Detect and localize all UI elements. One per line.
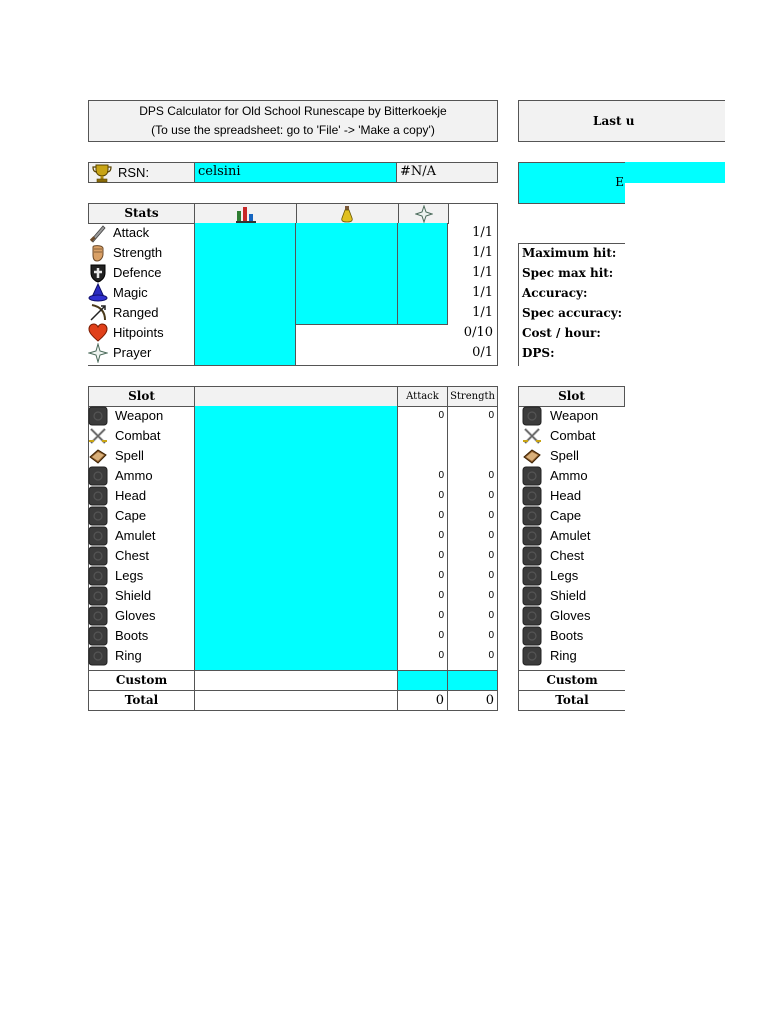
stat-value-attack: 1/1 (472, 225, 493, 240)
custom-strength-input[interactable] (447, 670, 498, 691)
boots-slot-icon (88, 626, 108, 646)
slot-row-combat (88, 426, 195, 446)
slot-attack-value: 0 (438, 630, 444, 641)
ring-slot-icon (522, 646, 542, 666)
last-updated-label: Last u (518, 100, 725, 142)
slot-label-2: Boots (550, 628, 584, 643)
rsn-label-cell (89, 163, 195, 182)
custom-label: Custom (88, 670, 195, 691)
levels-input-column[interactable] (194, 223, 296, 366)
slot-row-2-ammo (522, 466, 625, 486)
ammo-slot-icon (88, 466, 108, 486)
slot-row-boots (88, 626, 195, 646)
right-cyan-cell[interactable] (518, 162, 625, 204)
slot-attack-value: 0 (438, 610, 444, 621)
slot-label: Head (115, 488, 147, 503)
title-line-1: DPS Calculator for Old School Runescape by Bitterkoekje (139, 104, 447, 118)
potion-icon (339, 205, 355, 223)
slot-label: Cape (115, 508, 147, 523)
ring-slot-icon (88, 646, 108, 666)
slot-label-2: Ring (550, 648, 577, 663)
stat-label: Attack (113, 225, 150, 240)
slot-row-gloves (88, 606, 195, 626)
strength-icon (88, 243, 108, 263)
spec-max-hit-label: Spec max hit: (522, 266, 614, 280)
slot-header-2: Slot (518, 386, 625, 407)
stat-row-prayer (88, 343, 194, 363)
slot-strength-value: 0 (488, 530, 494, 541)
weapon-slot-icon (88, 406, 108, 426)
slot-strength-value: 0 (488, 410, 494, 421)
slot-attack-value: 0 (438, 570, 444, 581)
slot-label: Spell (115, 448, 144, 463)
slot-label-2: Spell (550, 448, 579, 463)
slot-strength-value: 0 (488, 570, 494, 581)
slot-label-2: Legs (550, 568, 579, 583)
slot-row-2-cape (522, 506, 625, 526)
slot-strength-value: 0 (488, 590, 494, 601)
left-border-2 (518, 406, 519, 711)
attack-icon (88, 223, 108, 243)
total-strength: 0 (447, 690, 498, 711)
trophy-icon (91, 163, 113, 183)
stat-value-hitpoints: 0/10 (463, 325, 493, 340)
attack-header: Attack (397, 386, 448, 407)
slot-row-2-weapon (522, 406, 625, 426)
slot-strength-value: 0 (488, 610, 494, 621)
total-label-2: Total (518, 690, 625, 711)
total-label: Total (88, 690, 195, 711)
stat-label: Strength (113, 245, 163, 260)
stats-table (88, 203, 498, 366)
slot-attack-value: 0 (438, 470, 444, 481)
slot-row-2-ring (522, 646, 625, 666)
slot-strength-value: 0 (488, 510, 494, 521)
slot-attack-value: 0 (438, 410, 444, 421)
stat-label: Magic (113, 285, 148, 300)
stat-label: Prayer (113, 345, 152, 360)
head-slot-icon (522, 486, 542, 506)
slot-row-2-spell (522, 446, 625, 466)
slot-label-2: Shield (550, 588, 587, 603)
slot-row-shield (88, 586, 195, 606)
slot-label: Ammo (115, 468, 153, 483)
stat-row-attack (88, 223, 194, 243)
slot-attack-value: 0 (438, 510, 444, 521)
slot-attack-value: 0 (438, 530, 444, 541)
slot-label: Legs (115, 568, 144, 583)
slot-label: Amulet (115, 528, 156, 543)
stats-col-prayer (398, 203, 449, 224)
cape-slot-icon (522, 506, 542, 526)
custom-item-cell (194, 670, 398, 691)
stat-row-ranged (88, 303, 194, 323)
legs-slot-icon (88, 566, 108, 586)
slot-label-2: Ammo (550, 468, 588, 483)
stat-label: Ranged (113, 305, 159, 320)
slot-row-legs (88, 566, 195, 586)
spell-icon (522, 446, 542, 466)
legs-slot-icon (522, 566, 542, 586)
stat-row-magic (88, 283, 194, 303)
slot-strength-value: 0 (488, 550, 494, 561)
slot-row-2-gloves (522, 606, 625, 626)
head-slot-icon (88, 486, 108, 506)
stats-col-levels (194, 203, 297, 224)
slot-header: Slot (88, 386, 195, 407)
spell-icon (88, 446, 108, 466)
weapon-slot-icon (522, 406, 542, 426)
title-line-2: (To use the spreadsheet: go to 'File' -> 'Make a copy') (151, 123, 435, 137)
slot-row-head (88, 486, 195, 506)
slot-label-2: Amulet (550, 528, 591, 543)
chest-slot-icon (88, 546, 108, 566)
right-cyan-text: E (615, 175, 624, 189)
slot-strength-value: 0 (488, 650, 494, 661)
max-hit-label: Maximum hit: (522, 246, 617, 260)
stat-row-defence (88, 263, 194, 283)
slot-label: Shield (115, 588, 152, 603)
slot-label-2: Weapon (550, 408, 599, 423)
dps-label: DPS: (522, 346, 555, 360)
ranged-icon (88, 303, 108, 323)
gloves-slot-icon (88, 606, 108, 626)
slot-label: Combat (115, 428, 161, 443)
stat-row-strength (88, 243, 194, 263)
prayer-input-column[interactable] (398, 223, 448, 325)
custom-attack-input[interactable] (397, 670, 448, 691)
slot-row-2-amulet (522, 526, 625, 546)
stat-row-hitpoints (88, 323, 194, 343)
combat-icon (88, 426, 108, 446)
slot-row-amulet (88, 526, 195, 546)
slot-attack-value: 0 (438, 650, 444, 661)
stats-bottom-line (88, 365, 498, 366)
slot-attack-value: 0 (438, 550, 444, 561)
equipment-table-2 (518, 386, 625, 711)
cape-slot-icon (88, 506, 108, 526)
hitpoints-icon (88, 323, 108, 343)
stat-value-ranged: 1/1 (472, 305, 493, 320)
slot-label-2: Chest (550, 548, 584, 563)
gloves-slot-icon (522, 606, 542, 626)
combat-icon (522, 426, 542, 446)
stat-label: Hitpoints (113, 325, 164, 340)
right-cyan-cell-overflow (625, 162, 725, 183)
shield-slot-icon (522, 586, 542, 606)
stats-col-potions (296, 203, 399, 224)
slot-row-2-chest (522, 546, 625, 566)
slot-label: Ring (115, 648, 142, 663)
equipment-item-inputs[interactable] (194, 406, 398, 671)
total-attack: 0 (397, 690, 448, 711)
rsn-label: RSN: (118, 165, 150, 180)
chest-slot-icon (522, 546, 542, 566)
slot-row-spell (88, 446, 195, 466)
slot-row-ring (88, 646, 195, 666)
slot-strength-value: 0 (488, 470, 494, 481)
slot-label: Gloves (115, 608, 156, 623)
slot-label-2: Head (550, 488, 582, 503)
prayer-icon (88, 343, 108, 363)
slot-row-cape (88, 506, 195, 526)
slot-strength-value: 0 (488, 630, 494, 641)
slot-label-2: Combat (550, 428, 596, 443)
slot-row-weapon (88, 406, 195, 426)
potions-input-column[interactable] (296, 223, 398, 325)
slot-attack-value: 0 (438, 490, 444, 501)
ammo-slot-icon (522, 466, 542, 486)
stats-header-empty (448, 203, 498, 224)
prayer-icon (415, 205, 433, 223)
slot-row-2-boots (522, 626, 625, 646)
amulet-slot-icon (88, 526, 108, 546)
equipment-table (88, 386, 498, 711)
spec-accuracy-label: Spec accuracy: (522, 306, 623, 320)
stat-value-magic: 1/1 (472, 285, 493, 300)
slot-row-ammo (88, 466, 195, 486)
rsn-row (88, 162, 498, 183)
title-box (88, 100, 498, 142)
slot-row-2-shield (522, 586, 625, 606)
shield-slot-icon (88, 586, 108, 606)
stat-value-prayer: 0/1 (472, 345, 493, 360)
custom-label-2: Custom (518, 670, 625, 691)
slot-label-2: Cape (550, 508, 582, 523)
stat-label: Defence (113, 265, 162, 280)
slot-label: Chest (115, 548, 149, 563)
accuracy-label: Accuracy: (522, 286, 588, 300)
cost-hour-label: Cost / hour: (522, 326, 601, 340)
slot-row-chest (88, 546, 195, 566)
defence-icon (88, 263, 108, 283)
item-header (194, 386, 398, 407)
stat-value-defence: 1/1 (472, 265, 493, 280)
rsn-lookup-result: #N/A (397, 163, 497, 182)
hiscores-icon (235, 205, 257, 223)
slot-row-2-head (522, 486, 625, 506)
slot-label-2: Gloves (550, 608, 591, 623)
slot-attack-value: 0 (438, 590, 444, 601)
stats-header: Stats (88, 203, 195, 224)
boots-slot-icon (522, 626, 542, 646)
slot-label: Weapon (115, 408, 164, 423)
strength-header: Strength (447, 386, 498, 407)
total-item-cell (194, 690, 398, 711)
rsn-input[interactable]: celsini (195, 163, 397, 182)
slot-row-2-combat (522, 426, 625, 446)
amulet-slot-icon (522, 526, 542, 546)
slot-row-2-legs (522, 566, 625, 586)
slot-label: Boots (115, 628, 149, 643)
stat-value-strength: 1/1 (472, 245, 493, 260)
magic-icon (88, 283, 108, 303)
slot-strength-value: 0 (488, 490, 494, 501)
